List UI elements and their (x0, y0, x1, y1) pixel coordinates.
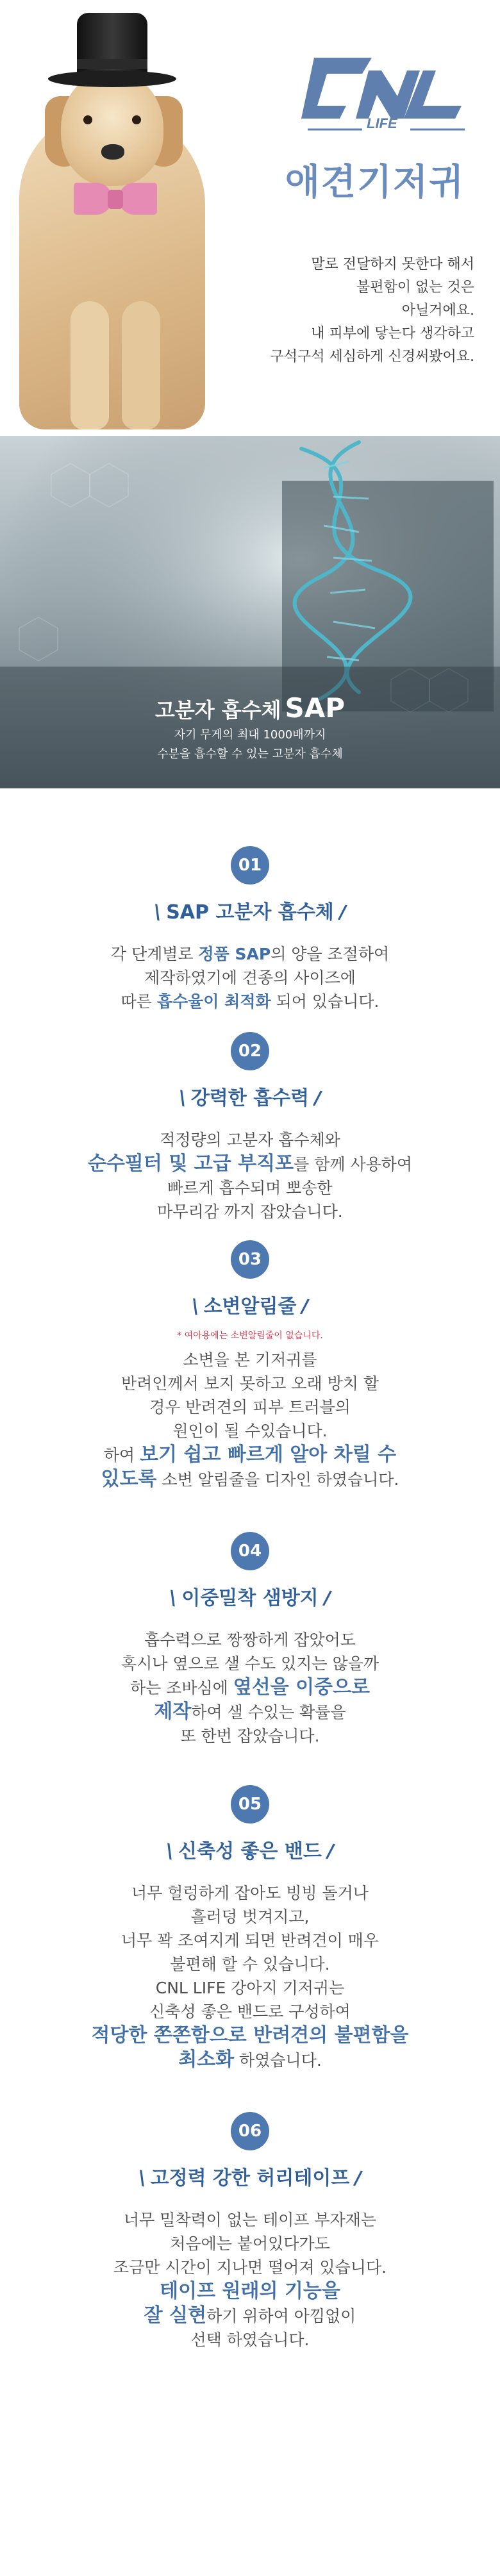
slash-mark-icon: / (337, 901, 348, 924)
body-line (0, 2000, 500, 2023)
section-number-badge: 01 (231, 846, 269, 885)
sap-sub-line: 수분을 흡수할 수 있는 고분자 흡수체 (157, 747, 343, 761)
sap-sub-line: 자기 무게의 최대 1000배까지 (174, 728, 326, 742)
section-number-badge: 03 (231, 1240, 269, 1279)
section-title (0, 1290, 500, 1318)
slash-mark-icon: \ (189, 1295, 201, 1318)
body-text: 흡수력으로 짱짱하게 잡았어도 (144, 1631, 356, 1649)
sap-banner (0, 436, 500, 788)
body-line (0, 990, 500, 1013)
body-text: 너무 밀착력이 없는 테이프 부자재는 (123, 2211, 377, 2229)
section-title-text: 신축성 좋은 밴드 (178, 1840, 322, 1863)
dog-eye (132, 115, 141, 124)
body-text: 하여 샐 수있는 확률을 (191, 1703, 346, 1722)
body-text: 반려인께서 보지 못하고 오래 방치 할 (121, 1374, 379, 1393)
body-line (0, 1700, 500, 1724)
body-text: 원인이 될 수있습니다. (172, 1422, 328, 1440)
section-body (0, 2208, 500, 2352)
body-line (0, 1443, 500, 1467)
slash-mark-icon: \ (164, 1840, 176, 1863)
feature-section (0, 1785, 500, 2071)
body-line (0, 1372, 500, 1395)
body-text: 불편해 할 수 있습니다. (170, 1955, 330, 1974)
body-line (0, 1929, 500, 1952)
section-title-text: 소변알림줄 (203, 1295, 297, 1318)
highlight-text: 옆선을 이중으로 (233, 1676, 371, 1699)
slash-mark-icon: \ (176, 1086, 188, 1110)
section-number-badge: 04 (231, 1532, 269, 1570)
body-text: 신축성 좋은 밴드로 구성하여 (149, 2002, 351, 2021)
body-text: 하기 위하여 아낌없이 (206, 2307, 356, 2325)
sap-subtitle (0, 726, 500, 764)
bow-tie-knot (108, 190, 123, 209)
body-line (0, 1675, 500, 1700)
body-line (0, 2304, 500, 2328)
section-title (0, 1582, 500, 1610)
body-text: 소변을 본 기저귀를 (183, 1350, 317, 1369)
slash-mark-icon: / (324, 1840, 336, 1863)
feature-section (0, 2112, 500, 2349)
dog-eye (83, 115, 92, 124)
dog-nose (101, 144, 124, 160)
body-text: 빠르게 흡수되며 뽀송한 (167, 1179, 333, 1197)
hero-description (205, 253, 474, 369)
section-title (0, 2162, 500, 2190)
body-line (0, 942, 500, 966)
body-text: 적정량의 고분자 흡수체와 (160, 1131, 340, 1149)
sap-title (0, 692, 500, 724)
hero-desc-line: 말로 전달하지 못한다 해서 (311, 256, 474, 272)
hero-desc-line: 불편함이 없는 것은 (356, 279, 474, 295)
body-line (0, 2279, 500, 2304)
section-number-badge: 02 (231, 1032, 269, 1070)
body-line (0, 1419, 500, 1443)
body-line (0, 2023, 500, 2048)
bow-tie (119, 183, 157, 215)
body-text: 의 양을 조절하여 (271, 945, 390, 963)
section-body (0, 1881, 500, 2072)
sap-title-big: SAP (285, 692, 346, 724)
slash-mark-icon: / (353, 2166, 364, 2190)
body-text: 하였습니다. (234, 2051, 322, 2070)
body-text: 선택 하였습니다. (190, 2331, 310, 2349)
body-text: 하는 조바심에 (129, 1679, 233, 1697)
highlight-text: 최소화 (178, 2048, 235, 2071)
body-line (0, 1905, 500, 1929)
section-title (0, 1082, 500, 1110)
body-line (0, 1976, 500, 2000)
slash-mark-icon: / (299, 1295, 311, 1318)
section-body (0, 942, 500, 1013)
hero-section (0, 0, 500, 436)
body-line (0, 1881, 500, 1905)
body-line (0, 2208, 500, 2232)
hero-desc-line: 아닐거에요. (401, 303, 474, 319)
body-text: 하여 (103, 1446, 140, 1465)
body-line (0, 2328, 500, 2352)
body-text: 마무리감 까지 잡았습니다. (157, 1202, 343, 1221)
body-line (0, 1395, 500, 1419)
body-text: 되어 있습니다. (271, 992, 379, 1011)
body-text: 각 단계별로 (110, 945, 199, 963)
section-title (0, 1835, 500, 1863)
body-line (0, 2232, 500, 2256)
body-line (0, 1724, 500, 1748)
slash-mark-icon: \ (167, 1586, 179, 1610)
body-text: 혹시나 옆으로 샐 수도 있지는 않을까 (121, 1654, 379, 1673)
body-text: 를 함께 사용하여 (294, 1155, 413, 1174)
hero-desc-line: 구석구석 세심하게 신경써봤어요. (270, 349, 474, 365)
hero-desc-line: 내 피부에 닿는다 생각하고 (311, 326, 474, 342)
dog-leg (122, 301, 160, 429)
body-line (0, 1952, 500, 1976)
body-text: 처음에는 붙어있다가도 (170, 2234, 330, 2253)
body-line (0, 1652, 500, 1675)
body-line (0, 1348, 500, 1372)
highlight-text: 테이프 원래의 기능을 (160, 2280, 340, 2302)
section-body (0, 1628, 500, 1748)
body-text: 또 한번 잡았습니다. (180, 1727, 320, 1745)
body-text: 너무 헐렁하게 잡아도 빙빙 돌거나 (131, 1884, 369, 1902)
body-line (0, 1628, 500, 1652)
hero-title: 애견기저귀 (285, 162, 465, 203)
highlight-text: 정품 SAP (198, 945, 271, 963)
highlight-text: 적당한 쫀쫀함으로 반려견의 불편함을 (91, 2024, 409, 2047)
dog-head (61, 71, 163, 186)
body-line (0, 966, 500, 990)
section-number-badge: 05 (231, 1785, 269, 1824)
body-line (0, 1152, 500, 1176)
top-hat-band (77, 59, 147, 69)
section-note: * 여아용에는 소변알림줄이 없습니다. (177, 1331, 323, 1341)
svg-text:LIFE: LIFE (367, 115, 397, 131)
feature-section (0, 1240, 500, 1490)
feature-section (0, 1532, 500, 1745)
slash-mark-icon: / (321, 1586, 333, 1610)
feature-section (0, 846, 500, 1038)
body-text: 너무 꽉 조여지게 되면 반려견이 매우 (121, 1931, 379, 1950)
dog-leg (71, 301, 109, 429)
highlight-text: 순수필터 및 고급 부직포 (87, 1152, 294, 1175)
body-text: 경우 반려견의 피부 트러블의 (149, 1398, 351, 1417)
feature-section (0, 1032, 500, 1224)
sap-title-prefix: 고분자 흡수체 (154, 698, 281, 722)
slash-mark-icon: / (312, 1086, 324, 1110)
highlight-text: 잘 실현 (144, 2304, 207, 2327)
dog-photo (0, 0, 250, 436)
highlight-text: 제작 (154, 1700, 192, 1723)
highlight-text: 흡수율이 최적화 (156, 992, 271, 1011)
section-number-badge: 06 (231, 2112, 269, 2150)
section-title (0, 896, 500, 924)
section-body (0, 1348, 500, 1492)
body-text: 조금만 시간이 지나면 떨어져 있습니다. (113, 2258, 387, 2277)
body-line (0, 1176, 500, 1200)
section-body (0, 1128, 500, 1224)
body-text: 따른 (121, 992, 157, 1011)
body-line (0, 2048, 500, 2072)
bow-tie (74, 183, 112, 215)
top-hat-brim (48, 71, 176, 87)
section-title-text: SAP 고분자 흡수체 (166, 901, 334, 924)
slash-mark-icon: \ (152, 901, 163, 924)
highlight-text: 보기 쉽고 빠르게 알아 차릴 수 (140, 1443, 397, 1466)
cnl-life-logo (301, 45, 468, 147)
body-line (0, 1467, 500, 1492)
section-title-text: 고정력 강한 허리테이프 (150, 2167, 350, 2190)
body-line (0, 1200, 500, 1224)
body-text: CNL LIFE 강아지 기저귀는 (155, 1979, 345, 1997)
body-line (0, 1128, 500, 1152)
body-text: 소변 알림줄을 디자인 하였습니다. (156, 1470, 399, 1489)
body-text: 제작하였기에 견종의 사이즈에 (144, 968, 356, 987)
slash-mark-icon: \ (136, 2166, 147, 2190)
body-line (0, 2256, 500, 2279)
highlight-text: 있도록 (101, 1468, 157, 1490)
body-text: 흘러덩 벗겨지고, (190, 1907, 310, 1926)
section-title-text: 강력한 흡수력 (190, 1087, 310, 1109)
section-title-text: 이중밀착 샘방지 (181, 1587, 319, 1609)
